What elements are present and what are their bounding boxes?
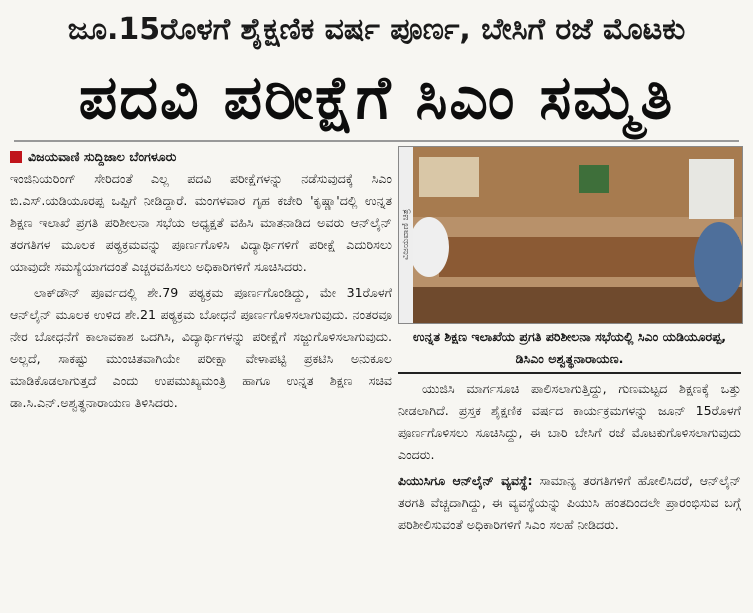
byline (10, 146, 392, 168)
right-paragraph-1: ಯುಜಿಸಿ ಮಾರ್ಗಸೂಚಿ ಪಾಲಿಸಲಾಗುತ್ತಿದ್ದು, ಗುಣಮಟ್ಟದ ಶಿಕ್ಷಣಕ್ಕೆ ಒತ್ತು ನೀಡಲಾಗಿದೆ. ಪ್ರಸ್ತಕ ಶೈಕ್ಷಣಿಕ ವರ್ಷದ ಕಾರ್ಯಕ್ರಮಗಳನ್ನು ಜೂನ್ 15ರೊಳಗೆ ಪೂರ್ಣಗೊಳಿಸಲು ಸೂಚಿಸಿದ್ದು, ಈ ಬಾರಿ ಬೇಸಿಗೆ ರಜೆ ಮೊಟಕುಗೊಳಿಸಲಾಗುವುದು ಎಂದರು. (398, 381, 741, 462)
main-headline: ಪದವಿ ಪರೀಕ್ಷೆಗೆ ಸಿಎಂ ಸಮ್ಮತಿ (78, 63, 675, 133)
right-paragraph-2 (398, 470, 741, 536)
left-paragraph-2: ಲಾಕ್‌ಡೌನ್ ಪೂರ್ವದಲ್ಲಿ ಶೇ.79 ಪಠ್ಯಕ್ರಮ ಪೂರ್ಣಗೊಂಡಿದ್ದು, ಮೇ 31ರೊಳಗೆ ಆನ್‌ಲೈನ್ ಮೂಲಕ ಉಳಿದ ಶೇ.21 ಪಠ್ಯಕ್ರಮ ಬೋಧನೆ ಪೂರ್ಣಗೊಳಿಸಲಾಗುವುದು. ನಂತರವೂ ನೇರ ಬೋಧನೆಗೆ ಕಾಲಾವಕಾಶ ಒದಗಿಸಿ, ವಿದ್ಯಾರ್ಥಿಗಳನ್ನು ಪರೀಕ್ಷೆಗೆ ಸಜ್ಜುಗೊಳಿಸಲಾಗುವುದು. ಅಲ್ಲದೆ, ಸಾಕಷ್ಟು ಮುಂಚಿತವಾಗಿಯೇ ಪರೀಕ್ಷಾ ವೇಳಾಪಟ್ಟಿ ಪ್ರಕಟಿಸಿ ಅನುಕೂಲ ಮಾಡಿಕೊಡಲಾಗುತ್ತದೆ ಎಂದು ಉಪಮುಖ್ಯಮಂತ್ರಿ ಹಾಗೂ ಉನ್ನತ ಶಿಕ್ಷಣ ಸಚಿವ ಡಾ.ಸಿ.ಎನ್.ಅಶ್ವತ್ಥನಾರಾಯಣ ತಿಳಿಸಿದರು. (10, 285, 392, 410)
left-column (10, 146, 392, 609)
meeting-photo-illustration (399, 147, 742, 323)
photo-caption: ಉನ್ನತ ಶಿಕ್ಷಣ ಇಲಾಖೆಯ ಪ್ರಗತಿ ಪರಿಶೀಲನಾ ಸಭೆಯಲ್ಲಿ ಸಿಎಂ ಯಡಿಯೂರಪ್ಪ, ಡಿಸಿಎಂ ಅಶ್ವತ್ಥನಾರಾಯಣ. (398, 326, 741, 374)
news-photo (398, 146, 743, 324)
subhead-puc-online: ಪಿಯುಸಿಗೂ ಆನ್‌ಲೈನ್ ವ್ಯವಸ್ಥೆ: (398, 473, 533, 488)
kicker-headline: ಜೂ.15ರೊಳಗೆ ಶೈಕ್ಷಣಿಕ ವರ್ಷ ಪೂರ್ಣ, ಬೇಸಿಗೆ ರಜೆ ಮೊಟಕು (67, 11, 686, 47)
header-divider (14, 140, 739, 142)
byline-text: ವಿಜಯವಾಣಿ ಸುದ್ದಿಜಾಲ ಬೆಂಗಳೂರು (28, 149, 177, 164)
subhead-body: ಸಾಮಾನ್ಯ ತರಗತಿಗಳಿಗೆ ಹೋಲಿಸಿದರೆ, ಆನ್‌ಲೈನ್ ತರಗತಿ ವೆಚ್ಚದಾಗಿದ್ದು, ಈ ವ್ಯವಸ್ಥೆಯನ್ನು ಪಿಯುಸಿ ಹಂತದಿಂದಲೇ ಪ್ರಾರಂಭಿಸುವ ಬಗ್ಗೆ ಪರಿಶೀಲಿಸುವಂತೆ ಅಧಿಕಾರಿಗಳಿಗೆ ಸಿಎಂ ಸಲಹೆ ನೀಡಿದರು. (398, 473, 741, 532)
right-column (398, 378, 741, 609)
photo-credit: ವಿಜಯವಾಣಿ ಚಿತ್ರ (399, 147, 413, 323)
left-paragraph-1: ಇಂಜಿನಿಯರಿಂಗ್ ಸೇರಿದಂತೆ ಎಲ್ಲ ಪದವಿ ಪರೀಕ್ಷೆಗಳನ್ನು ನಡೆಸುವುದಕ್ಕೆ ಸಿಎಂ ಬಿ.ಎಸ್.ಯಡಿಯೂರಪ್ಪ ಒಪ್ಪಿಗೆ ನೀಡಿದ್ದಾರೆ. ಮಂಗಳವಾರ ಗೃಹ ಕಚೇರಿ 'ಕೃಷ್ಣಾ'ದಲ್ಲಿ ಉನ್ನತ ಶಿಕ್ಷಣ ಇಲಾಖೆ ಪ್ರಗತಿ ಪರಿಶೀಲನಾ ಸಭೆಯ ಅಧ್ಯಕ್ಷತೆ ವಹಿಸಿ ಮಾತನಾಡಿದ ಅವರು ಆನ್‌ಲೈನ್ ತರಗತಿಗಳ ಮೂಲಕ ಪಠ್ಯಕ್ರಮವನ್ನು ಪೂರ್ಣಗೊಳಿಸಿ ವಿದ್ಯಾರ್ಥಿಗಳಿಗೆ ಪರೀಕ್ಷೆ ಎದುರಿಸಲು ಯಾವುದೇ ಸಮಸ್ಯೆಯಾಗದಂತೆ ಎಚ್ಚರವಹಿಸಲು ಅಧಿಕಾರಿಗಳಿಗೆ ಸೂಚಿಸಿದರು. (10, 171, 392, 274)
byline-marker-icon (10, 151, 22, 163)
